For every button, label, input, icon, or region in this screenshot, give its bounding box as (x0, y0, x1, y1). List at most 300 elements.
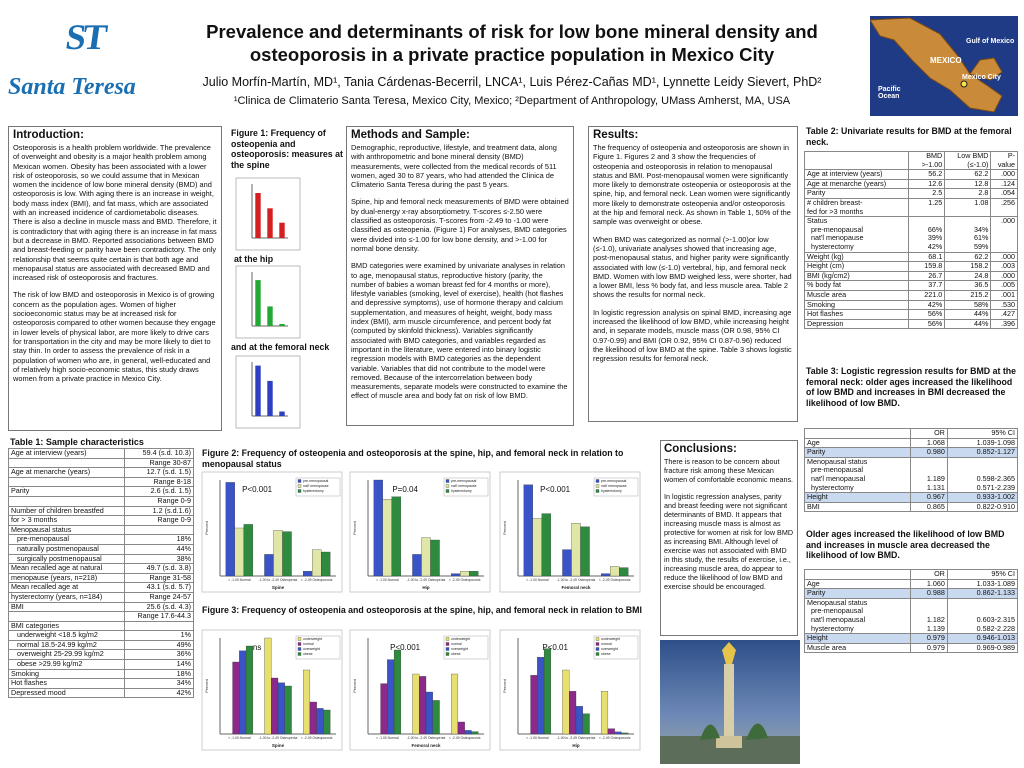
table-cell: Menopausal status pre-menopausal nat'l menopausal hysterectomy (805, 457, 911, 492)
chart-bar (458, 722, 465, 734)
table-row (805, 634, 1018, 644)
chart-svg (202, 630, 342, 750)
table-row (9, 612, 194, 622)
table-row (9, 688, 194, 698)
table-cell: 38% (124, 554, 193, 564)
table-cell: 18% (124, 535, 193, 545)
table-header-cell: OR (910, 429, 947, 439)
table-row (805, 319, 1018, 329)
table-3 (804, 428, 1018, 512)
table-cell: Parity (805, 448, 911, 458)
chart-legend-swatch (596, 643, 599, 646)
chart-legend-swatch (298, 643, 301, 646)
chart-bar (615, 732, 622, 734)
table-row (805, 170, 1018, 180)
table-row (805, 198, 1018, 216)
chart-bar (374, 480, 383, 576)
table-cell: Mean recalled age at (9, 583, 125, 593)
figure-1-femoral-caption: and at the femoral neck (231, 342, 330, 352)
chart-tick-label: < -2.49 Osteoporosis (300, 736, 333, 740)
figure-2-caption: Figure 2: Frequency of osteopenia and osteoporosis at the spine, hip, and femoral neck in relation to menopausal status (202, 448, 624, 469)
chart-bar (583, 714, 590, 734)
table-header-cell (805, 152, 909, 170)
chart-legend-swatch (298, 638, 301, 641)
table-cell: overweight 25-29.99 kg/m2 (9, 650, 125, 660)
table-cell: Mean recalled age at natural (9, 564, 125, 574)
table-4-caption: Older ages increased the likelihood of low BMD and increases in muscle area decreased the likelihood of low BMD. (806, 529, 1005, 560)
chart-legend-label: normal (601, 642, 612, 646)
chart-y-label: Percent (204, 521, 209, 535)
chart-annotation: P<0.001 (540, 485, 571, 494)
table-cell: Smoking (9, 669, 125, 679)
table-cell: Age at menarche (years) (805, 179, 909, 189)
table-cell: 34% (124, 679, 193, 689)
chart-bar (226, 482, 235, 576)
table-cell: 1.189 1.131 (910, 457, 947, 492)
chart-legend-label: nat'l menopause (303, 484, 329, 488)
table-cell: 49.7 (s.d. 3.8) (124, 564, 193, 574)
table-cell: .124 (991, 179, 1018, 189)
chart-bar (421, 538, 430, 576)
chart-legend-swatch (298, 480, 301, 483)
chart-legend-label: overweight (303, 647, 320, 651)
table-row (805, 493, 1018, 503)
table-cell: .396 (991, 319, 1018, 329)
table-cell: 0.980 (910, 448, 947, 458)
chart-tick-label: -1.00 to -2.49 Osteopenia (406, 578, 446, 582)
chart-bar (460, 571, 469, 576)
results-paragraph-1: The frequency of osteopenia and osteoporosis are shown in Figure 1. Figures 2 and 3 show the frequencies of osteopenia and osteoporosis in relation to menopausal status and BMI. Post-menopausal women were significantly more likely to demonstrate osteopenia or osteoporosis at the spine, hip, and femoral neck. Lean women were significantly more likely to demonstrate osteopenia and/or osteoporosis at the hip and femoral neck. As shown in Table 1, 50% of the sample was overweight or obese. (593, 143, 792, 227)
table-cell: 2.5 (908, 189, 944, 199)
methods-section (346, 126, 574, 426)
chart-bar (273, 530, 282, 576)
table-cell: 43.1 (s.d. 5.7) (124, 583, 193, 593)
chart-legend-label: overweight (601, 647, 618, 651)
table-header-cell: OR (910, 570, 947, 580)
chart-bar (264, 638, 271, 734)
table-cell: BMI (kg/cm2) (805, 271, 909, 281)
table-cell: Smoking (805, 300, 909, 310)
chart-bar (544, 649, 551, 734)
chart-svg (236, 178, 300, 250)
table-row (805, 310, 1018, 320)
chart-legend-label: pre-menopausal (303, 479, 329, 483)
chart-bar (412, 674, 419, 734)
chart-bar (271, 678, 278, 734)
table-cell: 1.2 (s.d.1.6) (124, 506, 193, 516)
chart-bar (267, 306, 272, 326)
chart-svg (500, 630, 640, 750)
methods-paragraph-1: Demographic, reproductive, lifestyle, and treatment data, along with anthropometric and bone mineral density (BMD) measurements, were collected from the medical records of 511 women, aged 30 to 87 years, who had attended the Clinica de Climaterio Santa Teresa during the past 5 years. (351, 143, 557, 190)
table-cell: .256 (991, 198, 1018, 216)
table-cell: Number of children breastfed (9, 506, 125, 516)
table-cell: 0.946-1.013 (947, 634, 1017, 644)
chart-legend-label: pre-menopausal (451, 479, 477, 483)
table-cell: 37.7 (908, 281, 944, 291)
chart-bar (381, 684, 388, 734)
chart-bar (310, 702, 317, 734)
chart-bar (562, 670, 569, 734)
chart-tick-label: > -1.00 Normal (526, 578, 549, 582)
chart-bar (255, 280, 260, 326)
table-cell: Range 8-18 (124, 477, 193, 487)
conclusions-heading: Conclusions: (664, 443, 737, 455)
table-1-caption: Table 1: Sample characteristics (10, 437, 144, 447)
table-cell: Menopausal status pre-menopausal nat'l menopausal hysterectomy (805, 598, 911, 633)
chart-legend-label: normal (451, 642, 462, 646)
chart-tick-label: < -2.49 Osteoporosis (448, 736, 481, 740)
chart-legend-swatch (298, 648, 301, 651)
table-cell: 0.852-1.127 (947, 448, 1017, 458)
table-cell: Muscle area (805, 643, 911, 653)
chart-bar (619, 568, 628, 576)
table-cell: Hot flashes (9, 679, 125, 689)
table-cell: Parity (805, 189, 909, 199)
table-cell: 1.060 (910, 579, 947, 589)
poster-title: Prevalence and determinants of risk for low bone mineral density and osteoporosis in a private practice population in Mexico City (206, 21, 818, 65)
table-2-caption: Table 2: Univariate results for BMD at the femoral neck. (806, 126, 1012, 147)
table-row (805, 290, 1018, 300)
table-cell: 0.969-0.989 (947, 643, 1017, 653)
chart-bar (451, 674, 458, 734)
chart-bar (601, 574, 610, 576)
figure-2-femoral-chart (500, 472, 640, 592)
introduction-paragraph-2: The risk of low BMD and osteoporosis in Mexico is of growing concern as the population ages. Women of higher socioeconomic status may be at increased risk for osteoporosis compared to other women because they engage in lower levels of physical labor, are more likely to drive cars for transportation in the city and may be more likely to diet to stay thin. In order to assess the prevalence of risk in a population of women who are, in general, well-educated and of relatively high socio-economic status, this study draws women from a private practice in Mexico City. (13, 290, 216, 384)
chart-tick-label: > -1.00 Normal (526, 736, 549, 740)
table-cell: Range 30-87 (124, 458, 193, 468)
table-cell: normal 18.5-24.99 kg/m2 (9, 640, 125, 650)
table-header-cell: 95% CI (947, 570, 1017, 580)
chart-bar (264, 554, 273, 576)
table-row (9, 631, 194, 641)
table-cell: 58% (945, 300, 991, 310)
table-row (9, 449, 194, 459)
table-cell: 0.862-1.133 (947, 589, 1017, 599)
chart-bar (581, 527, 590, 576)
table-header-cell (805, 429, 911, 439)
chart-bar (278, 683, 285, 734)
figure-2-spine-chart (202, 472, 342, 592)
table-row (9, 564, 194, 574)
table-cell: .000 (991, 252, 1018, 262)
chart-bar (283, 532, 292, 576)
table-cell: # children breast-fed for >3 months (805, 198, 909, 216)
introduction-heading: Introduction: (13, 129, 84, 141)
table-cell: Muscle area (805, 290, 909, 300)
chart-bar (235, 528, 244, 576)
table-cell: 12.7 (s.d. 1.5) (124, 468, 193, 478)
table-cell: 24.8 (945, 271, 991, 281)
chart-x-label: Spine (271, 585, 285, 590)
table-cell: 1.033-1.089 (947, 579, 1017, 589)
chart-legend-label: hysterectomy (303, 489, 324, 493)
mexico-map (870, 16, 1018, 116)
chart-bar (255, 193, 260, 238)
table-header-row (805, 429, 1018, 439)
table-cell: Height (805, 493, 911, 503)
chart-tick-label: -1.00 to -2.49 Osteopenia (258, 736, 298, 740)
chart-bar (433, 700, 440, 734)
table-cell: 56.2 (908, 170, 944, 180)
table-cell: .003 (991, 262, 1018, 272)
chart-tick-label: > -1.00 Normal (228, 736, 251, 740)
table-cell: BMI (9, 602, 125, 612)
chart-bar (610, 566, 619, 576)
table-row (805, 448, 1018, 458)
table-cell: 1.039-1.098 (947, 438, 1017, 448)
table-row (9, 468, 194, 478)
table-1 (8, 448, 194, 698)
results-heading: Results: (593, 129, 639, 141)
table-cell: 0.988 (910, 589, 947, 599)
table-cell: Weight (kg) (805, 252, 909, 262)
chart-tick-label: > -1.00 Normal (376, 578, 399, 582)
map-gulf-label: Gulf of Mexico (966, 38, 1015, 45)
table-cell: 26.7 (908, 271, 944, 281)
table-cell: Height (805, 634, 911, 644)
table-cell: 1.182 1.139 (910, 598, 947, 633)
chart-svg (236, 266, 300, 338)
chart-tick-label: -1.00 to -2.49 Osteopenia (556, 736, 596, 740)
chart-legend-label: hysterectomy (601, 489, 622, 493)
chart-frame (236, 266, 300, 338)
chart-bar (239, 651, 246, 734)
chart-bar (255, 366, 260, 416)
figure-3-spine-chart (202, 630, 342, 750)
chart-bar (279, 223, 284, 238)
chart-bar (571, 523, 580, 576)
chart-bar (312, 550, 321, 576)
chart-bar (621, 733, 628, 734)
chart-bar (279, 324, 284, 326)
table-cell: surgically postmenopausal (9, 554, 125, 564)
table-cell: 49% (124, 640, 193, 650)
chart-legend-label: hysterectomy (451, 489, 472, 493)
figure-3-caption: Figure 3: Frequency of osteopenia and osteoporosis at the spine, hip, and femoral neck in relation to BMI (202, 605, 642, 615)
chart-bar (233, 662, 240, 734)
table-cell: 68.1 (908, 252, 944, 262)
table-header-cell: P-value (991, 152, 1018, 170)
chart-bar (537, 657, 544, 734)
logo-name: Santa Teresa (8, 74, 136, 100)
chart-svg (350, 630, 490, 750)
table-cell: hysterectomy (years, n=184) (9, 592, 125, 602)
conclusions-section (660, 440, 798, 636)
table-cell: .054 (991, 189, 1018, 199)
chart-legend-swatch (596, 490, 599, 493)
table-row (805, 217, 1018, 252)
table-row (9, 583, 194, 593)
chart-legend-swatch (446, 485, 449, 488)
logo-monogram: ST (63, 17, 107, 57)
chart-annotation: P<0.001 (242, 485, 273, 494)
table-cell: 36% (124, 650, 193, 660)
chart-legend-swatch (596, 485, 599, 488)
chart-bar (542, 514, 551, 576)
chart-legend-label: obese (601, 652, 611, 656)
chart-bar (244, 524, 253, 576)
table-row (805, 281, 1018, 291)
table-cell: 44% (945, 310, 991, 320)
map-city-label: Mexico City (962, 74, 1001, 81)
chart-bar (279, 412, 284, 417)
table-cell: Range 31-58 (124, 573, 193, 583)
chart-legend-label: underweight (451, 637, 471, 641)
chart-bar (469, 571, 478, 576)
chart-legend-swatch (298, 485, 301, 488)
chart-legend-label: normal (303, 642, 314, 646)
chart-y-label: Percent (352, 521, 357, 535)
table-header-cell: Low BMD (≤-1.0) (945, 152, 991, 170)
table-header-cell: 95% CI (947, 429, 1017, 439)
table-cell: Range 17.6-44.3 (124, 612, 193, 622)
table-row (805, 598, 1018, 633)
table-row (9, 592, 194, 602)
table-row (805, 589, 1018, 599)
chart-bar (471, 732, 478, 734)
table-cell: Age at interview (years) (805, 170, 909, 180)
table-header-cell (805, 570, 911, 580)
chart-bar (394, 650, 401, 734)
chart-bar (267, 381, 272, 416)
map-country-label: MEXICO (930, 56, 962, 65)
methods-paragraph-3: BMD categories were examined by univariate analyses in relation to age, menopausal status, reproductive history (parity, the number of babies a woman breast fed for 4 months or more), lifestyle variables (smoking, level of exercise), health (hot flashes and depressive symptoms), use of hormone therapy and calcium supplementation, and measures of height, weight, body mass index (BMI), arm muscle circumference, and percent body fat (computed by skinfold thickness). Variables significantly associated with BMD categories, and variables regarded as important in the literature, were entered into binary logistic regression models with BMD categories as the dependent variable. Variables that did not contribute to the model were removed. Because of the intercorrelation between body measurements, separate models were constructed to examine the effect of muscle area and body fat on risk of low BMD. (351, 261, 568, 401)
chart-legend-label: underweight (303, 637, 323, 641)
table-cell: Depressed mood (9, 688, 125, 698)
table-cell: 1.068 (910, 438, 947, 448)
chart-tick-label: > -1.00 Normal (376, 736, 399, 740)
chart-bar (451, 574, 460, 576)
chart-bar (323, 710, 330, 734)
chart-bar (576, 706, 583, 734)
chart-bar (419, 676, 426, 734)
chart-y-label: Percent (204, 679, 209, 693)
table-header-row (805, 152, 1018, 170)
chart-y-label: Percent (502, 679, 507, 693)
table-cell: Depression (805, 319, 909, 329)
table-cell: 0.603-2.315 0.582-2.228 (947, 598, 1017, 633)
table-row (9, 679, 194, 689)
chart-legend-swatch (446, 480, 449, 483)
chart-legend-label: underweight (601, 637, 621, 641)
table-cell: Status pre-menopausal nat'l menopause hysterectomy (805, 217, 909, 252)
table-cell (9, 612, 125, 622)
chart-x-label: Hip (572, 743, 580, 748)
chart-bar (303, 571, 312, 576)
chart-svg (350, 472, 490, 592)
results-paragraph-3: In logistic regression analysis on spinal BMD, increasing age increased the likelihood of low BMD, while increasing height and, in separate models, muscle mass (OR 0.98, 95% CI 0.97-0.99) and BMI (OR 0.92, 95% CI 0.87-0.96) reduced the likelihood of low BMD at the spine. Table 3 shows logistic regression results for femoral neck. (593, 307, 792, 364)
table-cell: Age at menarche (years) (9, 468, 125, 478)
chart-legend-swatch (298, 653, 301, 656)
table-cell: .001 (991, 290, 1018, 300)
table-cell: 56% (908, 310, 944, 320)
chart-bar (383, 499, 392, 576)
chart-legend-swatch (596, 653, 599, 656)
chart-bar (431, 540, 440, 576)
chart-x-label: Spine (271, 743, 285, 748)
figure-1-spine-chart (236, 178, 300, 250)
table-cell: Height (cm) (805, 262, 909, 272)
chart-legend-label: obese (451, 652, 461, 656)
chart-bar (608, 729, 615, 734)
table-row (805, 457, 1018, 492)
table-cell: 0.822-0.910 (947, 502, 1017, 512)
table-cell: 159.8 (908, 262, 944, 272)
clinic-logo (4, 8, 154, 114)
table-cell: 59.4 (s.d. 10.3) (124, 449, 193, 459)
table-cell: menopause (years, n=218) (9, 573, 125, 583)
table-cell: .005 (991, 281, 1018, 291)
chart-bar (531, 675, 538, 734)
table-cell: 42% (124, 688, 193, 698)
poster-affiliations: ¹Clinica de Climaterio Santa Teresa, Mexico City, Mexico; ²Department of Anthropology, UMass Amherst, MA, USA (233, 95, 791, 107)
figure-1-caption: Figure 1: Frequency of osteopenia and osteoporosis: measures at the spine (231, 128, 343, 170)
table-cell: Range 24-57 (124, 592, 193, 602)
chart-bar (524, 485, 533, 576)
chart-bar (533, 518, 542, 576)
table-cell: 221.0 (908, 290, 944, 300)
table-row (9, 535, 194, 545)
figure-1-hip-caption: at the hip (234, 254, 274, 264)
table-cell: 42% (908, 300, 944, 310)
chart-bar (303, 670, 310, 734)
table-3-caption: Table 3: Logistic regression results for BMD at the femoral neck: older ages increased the likelihood of low BMD and increases in BMI decreased the likelihood of low BMD. (806, 366, 1017, 408)
chart-x-label: Femoral neck (561, 585, 591, 590)
table-cell: 62.2 (945, 170, 991, 180)
table-row (9, 496, 194, 506)
chart-bar (246, 646, 253, 734)
table-cell: 1.08 (945, 198, 991, 216)
table-cell: pre-menopausal (9, 535, 125, 545)
table-cell: 0.967 (910, 493, 947, 503)
chart-bar (317, 708, 324, 734)
table-row (9, 516, 194, 526)
table-cell: 0.979 (910, 634, 947, 644)
table-cell (9, 496, 125, 506)
chart-tick-label: < -2.49 Osteoporosis (300, 578, 333, 582)
table-cell: BMI categories (9, 621, 125, 631)
chart-legend-swatch (298, 490, 301, 493)
table-cell: naturally postmenopausal (9, 544, 125, 554)
table-cell: Age (805, 438, 911, 448)
chart-bar (562, 550, 571, 576)
table-row (805, 262, 1018, 272)
table-cell: 0.598-2.365 0.571-2.239 (947, 457, 1017, 492)
chart-svg (236, 356, 300, 428)
table-cell: Parity (9, 487, 125, 497)
introduction-section (8, 126, 222, 431)
chart-bar (465, 730, 472, 734)
chart-legend-label: nat'l menopause (601, 484, 627, 488)
table-cell: 0.933-1.002 (947, 493, 1017, 503)
chart-legend-swatch (596, 638, 599, 641)
table-cell: 62.2 (945, 252, 991, 262)
results-paragraph-2: When BMD was categorized as normal (>-1.00)or low (≤-1.0), univariate analyses showed that increasing age, post-menopausal status, and higher parity were significantly associated with low (≤-1.0) vertebral, hip, and femoral neck BMD. Women with low BMD weighed less, were shorter, had a lower BMI, less % body fat, and less muscle area. Table 2 shows the results for normal neck. (593, 234, 792, 300)
chart-legend-swatch (446, 648, 449, 651)
table-cell: Menopausal status (9, 525, 125, 535)
table-cell: .000 (991, 170, 1018, 180)
chart-legend-swatch (446, 653, 449, 656)
chart-tick-label: -1.00 to -2.49 Osteopenia (406, 736, 446, 740)
table-cell: 0.979 (910, 643, 947, 653)
chart-legend-swatch (596, 480, 599, 483)
table-cell: .000 (991, 271, 1018, 281)
chart-y-label: Percent (502, 521, 507, 535)
figure-1-femoral-chart (236, 356, 300, 428)
chart-svg (500, 472, 640, 592)
table-cell: for > 3 months (9, 516, 125, 526)
table-cell: BMI (805, 502, 911, 512)
